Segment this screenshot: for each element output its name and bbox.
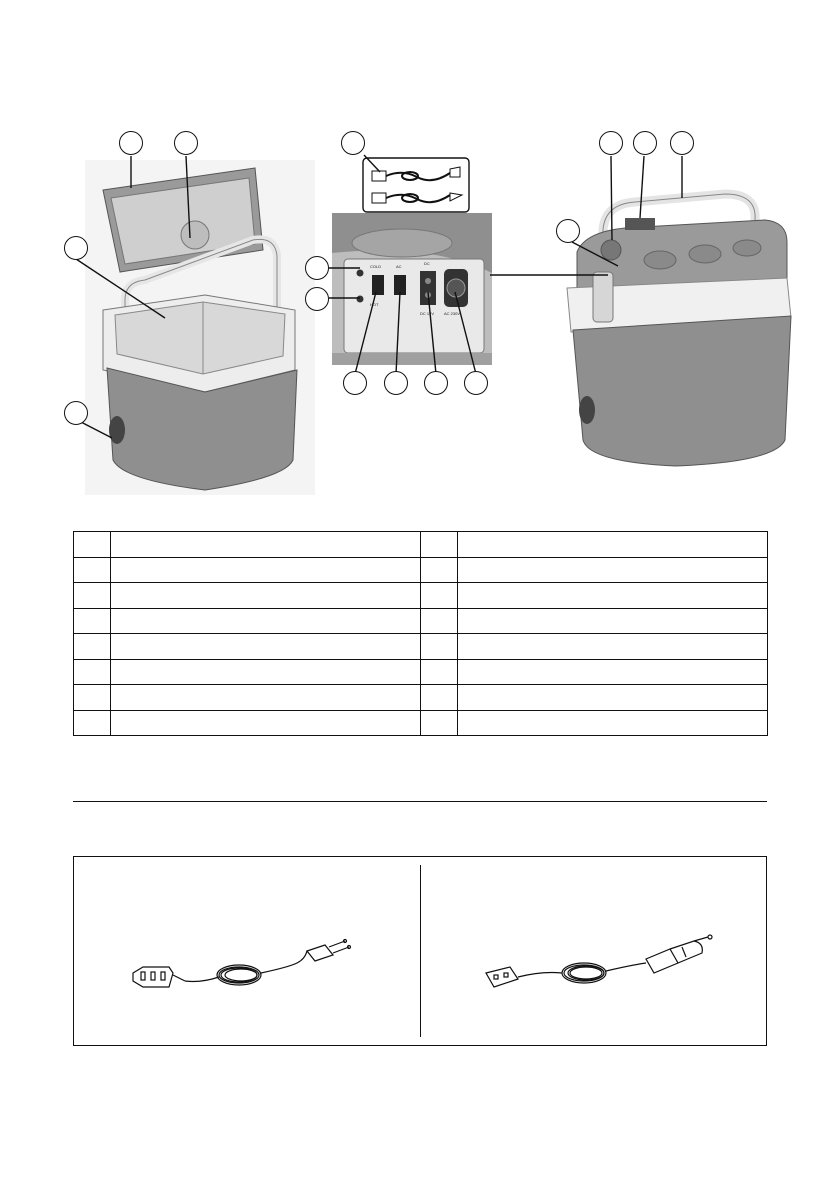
callout-cold-led: [305, 256, 329, 280]
table-cell-description: [111, 532, 421, 558]
label-ac230: AC 230V: [444, 311, 461, 316]
label-dc: DC: [424, 261, 430, 266]
callout-switch-1: [343, 371, 367, 395]
table-cell-description: [111, 685, 421, 711]
label-ac: AC: [396, 264, 402, 269]
table-cell-number: [421, 659, 458, 685]
table-cell-number: [74, 634, 111, 660]
table-cell-number: [74, 710, 111, 736]
table-cell-number: [421, 532, 458, 558]
table-cell-description: [111, 659, 421, 685]
table-cell-description: [458, 532, 768, 558]
callout-handle: [670, 131, 694, 155]
table-cell-description: [111, 710, 421, 736]
table-row: [74, 608, 768, 634]
callout-lid: [119, 131, 143, 155]
table-row: [74, 532, 768, 558]
table-cell-number: [421, 685, 458, 711]
table-row: [74, 710, 768, 736]
table-cell-number: [74, 685, 111, 711]
table-cell-number: [74, 583, 111, 609]
label-dc12: DC 12V: [420, 311, 435, 316]
table-cell-description: [458, 685, 768, 711]
callout-hot-led: [305, 287, 329, 311]
table-row: [74, 659, 768, 685]
table-cell-number: [74, 532, 111, 558]
table-cell-description: [111, 634, 421, 660]
label-cold: COLD: [370, 264, 382, 269]
accessories-divider: [420, 865, 421, 1037]
table-row: [74, 557, 768, 583]
callout-switch-2: [384, 371, 408, 395]
table-cell-number: [421, 557, 458, 583]
callout-panel: [556, 219, 580, 243]
table-cell-description: [458, 710, 768, 736]
product-figure: [0, 0, 840, 500]
callout-divider: [64, 236, 88, 260]
table-cell-description: [458, 634, 768, 660]
table-cell-description: [111, 583, 421, 609]
table-cell-description: [111, 557, 421, 583]
callout-wheel: [64, 401, 88, 425]
table-cell-number: [74, 659, 111, 685]
table-cell-number: [421, 608, 458, 634]
section-divider: [73, 801, 767, 802]
table-row: [74, 685, 768, 711]
table-cell-number: [421, 710, 458, 736]
table-cell-number: [74, 608, 111, 634]
table-cell-description: [458, 557, 768, 583]
table-cell-number: [421, 583, 458, 609]
table-cell-description: [458, 583, 768, 609]
parts-table-body: [74, 532, 768, 736]
callout-dc-socket: [424, 371, 448, 395]
dc-car-cord-icon: [482, 933, 722, 1007]
callout-ac-socket: [464, 371, 488, 395]
accessories-box: [73, 856, 767, 1046]
table-cell-description: [458, 608, 768, 634]
table-cell-description: [458, 659, 768, 685]
table-cell-number: [421, 634, 458, 660]
table-cell-description: [111, 608, 421, 634]
table-row: [74, 634, 768, 660]
table-cell-number: [74, 557, 111, 583]
callout-latch: [633, 131, 657, 155]
callout-cords: [341, 131, 365, 155]
parts-table: [73, 531, 768, 736]
label-hot: HOT: [370, 302, 379, 307]
callout-vent: [599, 131, 623, 155]
table-row: [74, 583, 768, 609]
ac-power-cord-icon: [129, 937, 369, 1007]
leader-lines: [0, 0, 840, 500]
callout-fan: [174, 131, 198, 155]
